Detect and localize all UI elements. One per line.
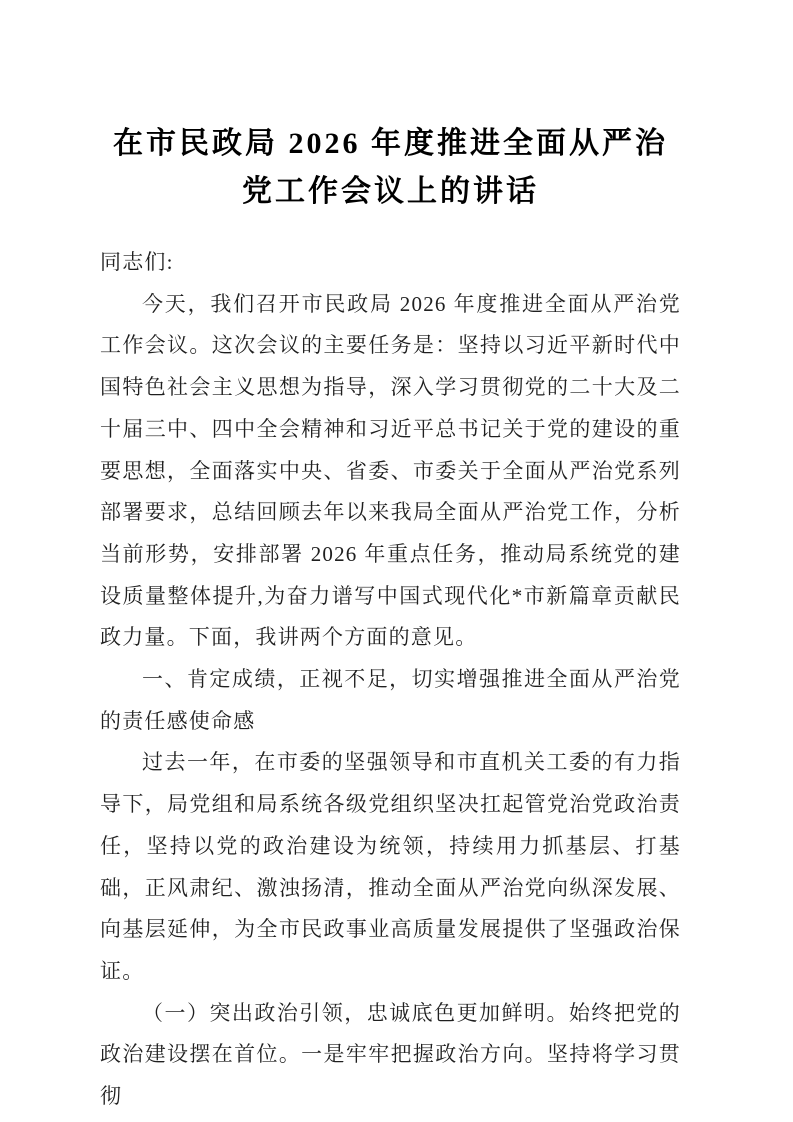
point-one-paragraph: （一）突出政治引领，忠诚底色更加鲜明。始终把党的政治建设摆在首位。一是牢牢把握政治方向。坚持将学习贯彻 xyxy=(100,1000,681,1109)
document-body xyxy=(100,242,681,1118)
salutation: 同志们: xyxy=(100,250,174,274)
review-paragraph: 过去一年，在市委的坚强领导和市直机关工委的有力指导下，局党组和局系统各级党组织坚决扛起管党治党政治责任，坚持以党的政治建设为统领，持续用力抓基层、打基础，正风肃纪、激浊扬清，推动全面从严治党向纵深发展、向基层延伸，为全市民政事业高质量发展提供了坚强政治保证。 xyxy=(100,750,681,983)
opening-paragraph: 今天，我们召开市民政局 2026 年度推进全面从严治党工作会议。这次会议的主要任务是：坚持以习近平新时代中国特色社会主义思想为指导，深入学习贯彻党的二十大及二十届三中、四中全会精神和习近平总书记关于党的建设的重要思想，全面落实中央、省委、市委关于全面从严治党系列部署要求，总结回顾去年以来我局全面从严治党工作，分析当前形势，安排部署 2026 年重点任务，推动局系统党的建设质量整体提升,为奋力谱写中国式现代化*市新篇章贡献民政力量。下面，我讲两个方面的意见。 xyxy=(100,291,681,650)
document-title: 在市民政局 2026 年度推进全面从严治党工作会议上的讲话 xyxy=(113,127,668,208)
section-one-heading: 一、肯定成绩，正视不足，切实增强推进全面从严治党的责任感使命感 xyxy=(100,667,681,733)
